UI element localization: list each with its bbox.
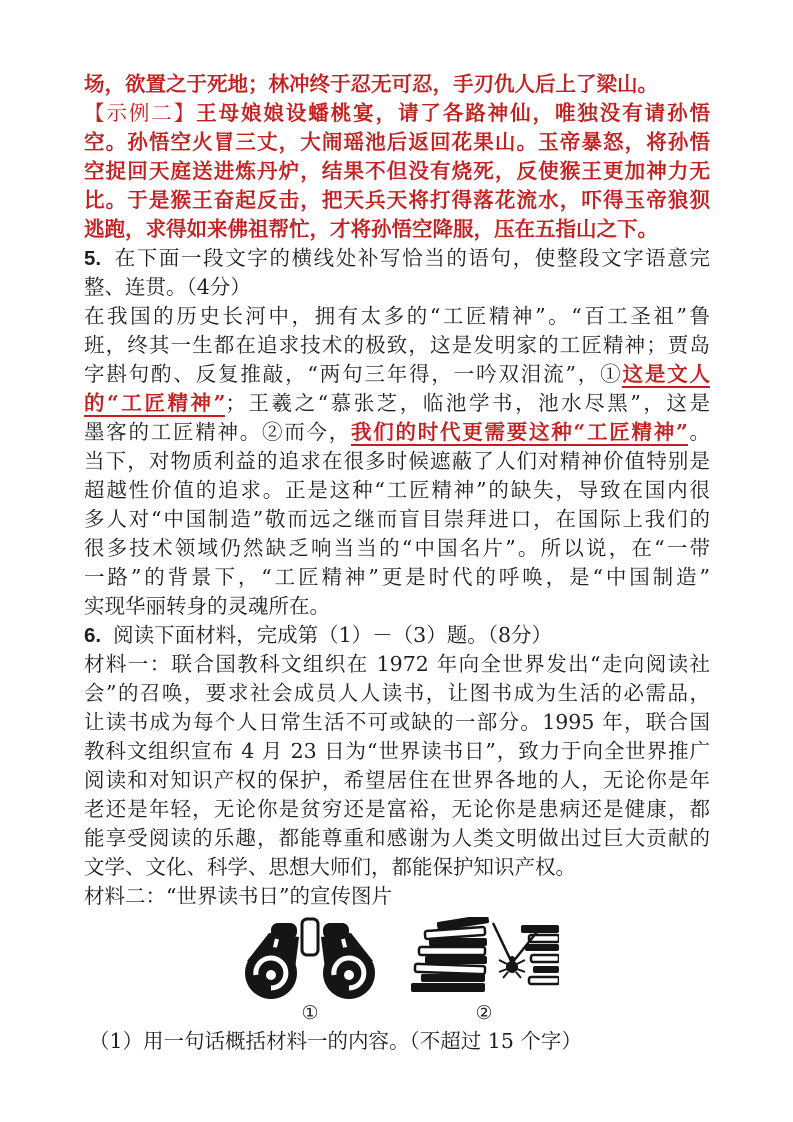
text-segment: 在我国的历史长河中，拥有太多的“工匠精神”。“百工圣祖”鲁 xyxy=(84,304,710,328)
answer-example2-line xyxy=(84,128,710,157)
text-segment: 的“工匠精神” xyxy=(84,391,226,415)
question-5-passage xyxy=(84,360,710,389)
question-5-passage xyxy=(84,447,710,476)
material-1 xyxy=(84,795,710,824)
material-1 xyxy=(84,737,710,766)
question-5-passage xyxy=(84,389,710,418)
figure-captions-row xyxy=(84,1001,710,1027)
text-segment: 一路”的背景下，“工匠精神”更是时代的呼唤，是“中国制造” xyxy=(84,565,710,589)
material-1 xyxy=(84,853,710,882)
text-segment: 材料二：“世界读书日”的宣传图片 xyxy=(84,884,392,908)
question-5-passage xyxy=(84,418,710,447)
question-5-passage xyxy=(84,476,710,505)
text-segment: 空捉回天庭送进炼丹炉，结果不但没有烧死，反使猴王更加神力无 xyxy=(84,159,710,183)
figure-2 xyxy=(404,917,564,1001)
answer-example2-line xyxy=(84,99,710,128)
text-segment: 实现华丽转身的灵魂所在。 xyxy=(84,594,330,618)
text-segment: 阅读下面材料，完成第（1）－（3）题。（8分） xyxy=(113,623,552,647)
figure-1-caption: ① xyxy=(301,1002,319,1024)
question-5-passage xyxy=(84,302,710,331)
promo-images-row xyxy=(84,917,710,1001)
text-segment: （1）用一句话概括材料一的内容。（不超过 15 个字） xyxy=(89,1029,582,1053)
question-5-stem xyxy=(84,244,710,273)
text-segment: 能享受阅读的乐趣，都能尊重和感谢为人类文明做出过巨大贡献的 xyxy=(84,826,710,850)
figure-1 xyxy=(230,917,390,1001)
question-5-passage xyxy=(84,534,710,563)
text-segment: 超越性价值的追求。正是这种“工匠精神”的缺失，导致在国内很 xyxy=(84,478,710,502)
text-segment: 这是文人 xyxy=(622,362,710,386)
book-stacks-with-spider-icon xyxy=(409,917,559,1001)
text-segment: 文学、文化、科学、思想大师们，都能保护知识产权。 xyxy=(84,855,576,879)
question-5-passage xyxy=(84,592,710,621)
text-segment: 多人对“中国制造”敬而远之继而盲目崇拜进口，在国际上我们的 xyxy=(84,507,710,531)
text-segment: 班，终其一生都在追求技术的极致，这是发明家的工匠精神；贾岛 xyxy=(84,333,710,357)
question-5-passage xyxy=(84,505,710,534)
text-segment: 场，欲置之于死地；林冲终于忍无可忍，手刃仇人后上了梁山。 xyxy=(84,72,658,96)
main-lines xyxy=(84,70,710,911)
text-segment: 整、连贯。（4分） xyxy=(84,275,251,299)
text-segment: 阅读和对知识产权的保护，希望居住在世界各地的人，无论你是年 xyxy=(84,768,710,792)
text-segment: 比。于是猴王奋起反击，把天兵天将打得落花流水，吓得玉帝狼狈 xyxy=(84,188,710,212)
material-1 xyxy=(84,708,710,737)
text-segment: 当下，对物质利益的追求在很多时候遮蔽了人们对精神价值特别是 xyxy=(84,449,710,473)
question-6-stem xyxy=(84,621,710,650)
answer-example2-line xyxy=(84,215,710,244)
text-segment: 逃跑，求得如来佛祖帮忙，才将孙悟空降服，压在五指山之下。 xyxy=(84,217,658,241)
text-segment: 6. xyxy=(84,624,102,647)
question-5-stem xyxy=(84,273,710,302)
text-segment: 墨客的工匠精神。②而今， xyxy=(84,420,351,444)
text-segment: 很多技术领域仍然缺乏响当当的“中国名片”。所以说，在“一带 xyxy=(84,536,710,560)
binoculars-made-of-books-icon xyxy=(235,917,385,1001)
text-segment: 会”的召唤，要求社会成员人人读书，让图书成为生活的必需品， xyxy=(84,681,710,705)
material-1 xyxy=(84,650,710,679)
question-6-sub1 xyxy=(84,1027,710,1056)
footer-lines xyxy=(84,1027,710,1056)
text-segment: ；王羲之“慕张芝，临池学书，池水尽黑”，这是 xyxy=(225,391,710,415)
text-segment: 在下面一段文字的横线处补写恰当的语句，使整段文字语意完 xyxy=(113,246,710,270)
text-segment: 王母娘娘设蟠桃宴，请了各路神仙，唯独没有请孙悟 xyxy=(196,101,710,125)
text-segment: 【示例二】 xyxy=(84,101,197,125)
text-segment: 字斟句酌、反复推敲，“两句三年得，一吟双泪流”，① xyxy=(84,362,623,386)
text-segment: 5. xyxy=(84,247,102,270)
text-segment: 。 xyxy=(687,420,710,444)
material-2-heading xyxy=(84,882,710,911)
answer-example2-line xyxy=(84,157,710,186)
material-1 xyxy=(84,679,710,708)
document-body xyxy=(84,70,710,1056)
text-segment: 教科文组织宣布 4 月 23 日为“世界读书日”，致力于向全世界推广 xyxy=(84,739,710,763)
text-segment: 材料一：联合国教科文组织在 1972 年向全世界发出“走向阅读社 xyxy=(84,652,710,676)
answer-example1-end-line xyxy=(84,70,710,99)
figure-2-caption: ② xyxy=(475,1002,493,1024)
answer-example2-line xyxy=(84,186,710,215)
question-5-passage xyxy=(84,331,710,360)
material-1 xyxy=(84,824,710,853)
question-5-passage xyxy=(84,563,710,592)
text-segment: 空。孙悟空火冒三丈，大闹瑶池后返回花果山。玉帝暴怒，将孙悟 xyxy=(84,130,710,154)
text-segment: 让读书成为每个人日常生活不可或缺的一部分。1995 年，联合国 xyxy=(84,710,710,734)
text-segment: 我们的时代更需要这种“工匠精神” xyxy=(350,420,688,444)
text-segment: 老还是年轻，无论你是贫穷还是富裕，无论你是患病还是健康，都 xyxy=(84,797,710,821)
material-1 xyxy=(84,766,710,795)
